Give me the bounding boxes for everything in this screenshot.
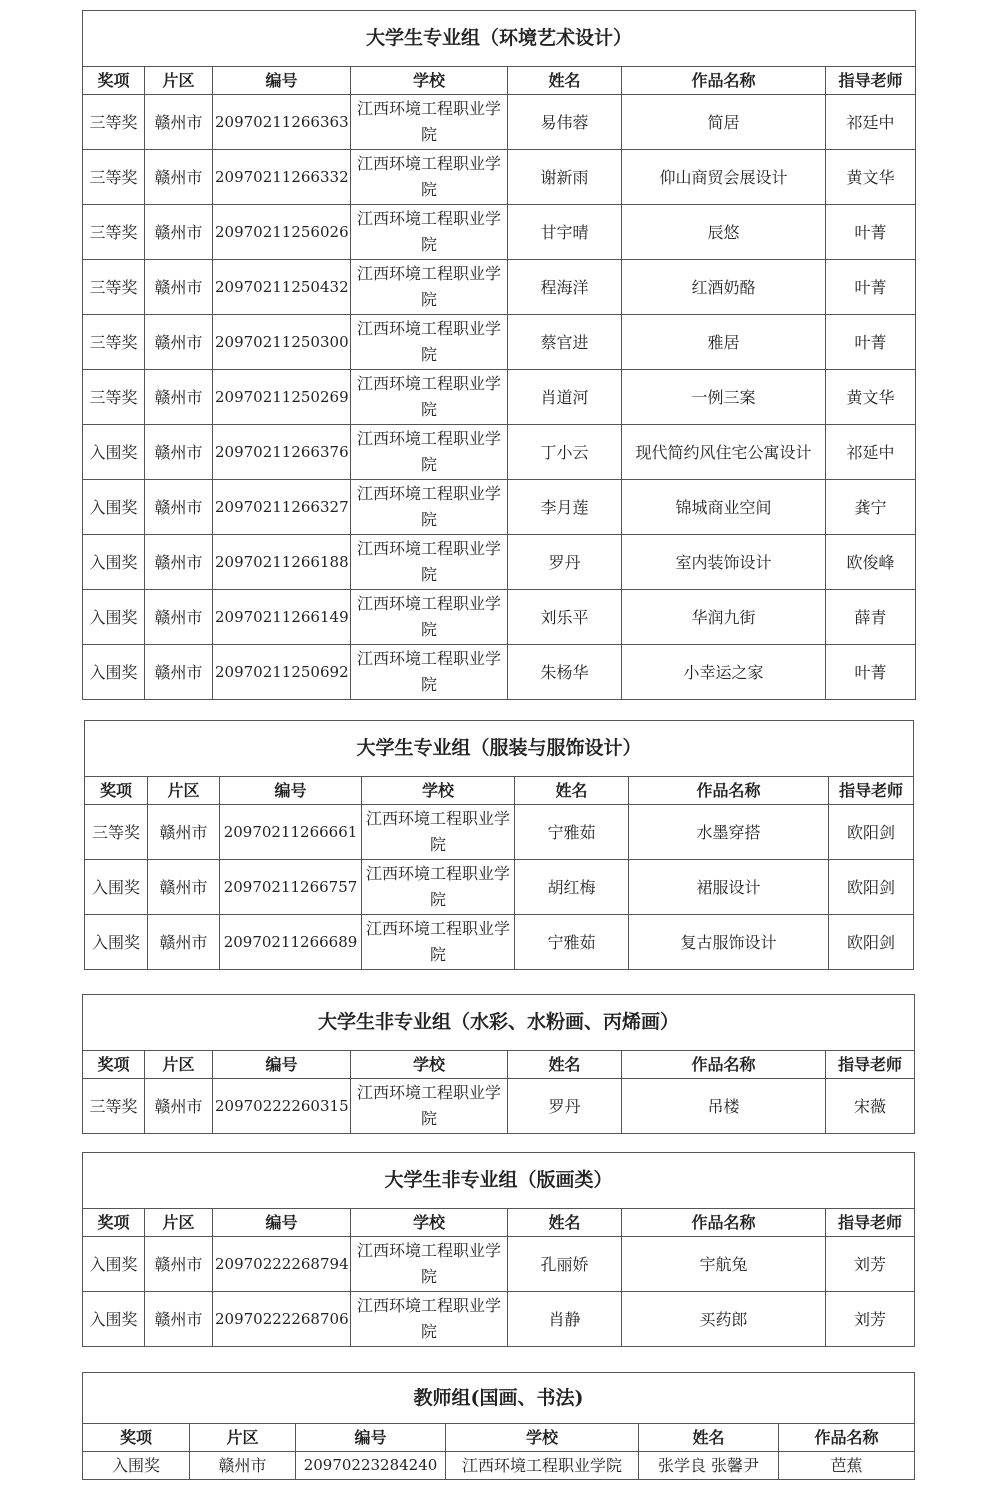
award-table-teacher-group (82, 1372, 915, 1480)
cell-school: 江西环境工程职业学院 (351, 95, 508, 150)
cell-award: 入围奖 (85, 915, 148, 970)
cell-id: 20970211266757 (220, 860, 362, 915)
cell-award: 入围奖 (83, 425, 145, 480)
header-name: 姓名 (515, 777, 629, 805)
cell-name: 肖静 (508, 1292, 622, 1347)
award-table-environment-art (82, 10, 916, 700)
cell-award: 三等奖 (83, 1079, 145, 1134)
cell-name: 谢新雨 (508, 150, 622, 205)
table-title-row (83, 995, 915, 1051)
table-title-row (85, 721, 914, 777)
cell-award: 入围奖 (83, 535, 145, 590)
header-work: 作品名称 (622, 67, 826, 95)
cell-name: 肖道河 (508, 370, 622, 425)
cell-region: 赣州市 (145, 370, 213, 425)
cell-id: 20970222268706 (213, 1292, 351, 1347)
cell-advisor: 欧阳剑 (829, 805, 914, 860)
header-award: 奖项 (83, 1209, 145, 1237)
cell-work: 裙服设计 (629, 860, 829, 915)
cell-award: 入围奖 (85, 860, 148, 915)
header-region: 片区 (190, 1424, 296, 1452)
cell-work: 红酒奶酪 (622, 260, 826, 315)
cell-region: 赣州市 (145, 315, 213, 370)
cell-work: 吊楼 (622, 1079, 826, 1134)
cell-id: 20970211250300 (213, 315, 351, 370)
header-region: 片区 (145, 1209, 213, 1237)
cell-advisor: 刘芳 (826, 1292, 915, 1347)
header-id: 编号 (220, 777, 362, 805)
cell-region: 赣州市 (145, 150, 213, 205)
cell-id: 20970211266661 (220, 805, 362, 860)
table-row (83, 1292, 915, 1347)
cell-advisor: 欧阳剑 (829, 915, 914, 970)
cell-id: 20970223284240 (296, 1452, 446, 1480)
table-title-row (83, 11, 916, 67)
cell-region: 赣州市 (145, 535, 213, 590)
cell-id: 20970211266332 (213, 150, 351, 205)
cell-school: 江西环境工程职业学院 (351, 1292, 508, 1347)
cell-id: 20970211256026 (213, 205, 351, 260)
header-school: 学校 (351, 1209, 508, 1237)
cell-advisor: 祁廷中 (826, 95, 916, 150)
cell-advisor: 刘芳 (826, 1237, 915, 1292)
table-row (83, 425, 916, 480)
table-row (83, 645, 916, 700)
cell-award: 入围奖 (83, 1292, 145, 1347)
cell-work: 宇航兔 (622, 1237, 826, 1292)
cell-work: 买药郎 (622, 1292, 826, 1347)
cell-award: 三等奖 (83, 260, 145, 315)
cell-award: 三等奖 (83, 150, 145, 205)
cell-id: 20970211250432 (213, 260, 351, 315)
cell-advisor: 叶菁 (826, 645, 916, 700)
cell-name: 刘乐平 (508, 590, 622, 645)
cell-id: 20970211266327 (213, 480, 351, 535)
table-row (83, 1079, 915, 1134)
cell-school: 江西环境工程职业学院 (351, 1237, 508, 1292)
cell-region: 赣州市 (145, 645, 213, 700)
cell-award: 入围奖 (83, 645, 145, 700)
cell-advisor: 祁延中 (826, 425, 916, 480)
table-row (83, 370, 916, 425)
cell-school: 江西环境工程职业学院 (351, 645, 508, 700)
header-award: 奖项 (83, 1424, 190, 1452)
cell-school: 江西环境工程职业学院 (362, 915, 515, 970)
cell-award: 三等奖 (83, 95, 145, 150)
cell-work: 芭蕉 (779, 1452, 915, 1480)
cell-name: 宁雅茹 (515, 915, 629, 970)
header-region: 片区 (148, 777, 220, 805)
header-row (85, 777, 914, 805)
cell-work: 简居 (622, 95, 826, 150)
table-title: 大学生专业组（环境艺术设计） (83, 11, 916, 67)
table-title: 大学生非专业组（水彩、水粉画、丙烯画） (83, 995, 915, 1051)
table-row (83, 95, 916, 150)
cell-advisor: 欧阳剑 (829, 860, 914, 915)
cell-award: 三等奖 (83, 315, 145, 370)
table-row (83, 150, 916, 205)
header-row (83, 1209, 915, 1237)
cell-award: 入围奖 (83, 590, 145, 645)
cell-advisor: 欧俊峰 (826, 535, 916, 590)
cell-advisor: 叶菁 (826, 315, 916, 370)
header-id: 编号 (213, 1051, 351, 1079)
cell-award: 入围奖 (83, 480, 145, 535)
header-school: 学校 (351, 1051, 508, 1079)
cell-work: 华润九街 (622, 590, 826, 645)
cell-work: 锦城商业空间 (622, 480, 826, 535)
cell-school: 江西环境工程职业学院 (351, 535, 508, 590)
cell-advisor: 宋薇 (826, 1079, 915, 1134)
cell-region: 赣州市 (190, 1452, 296, 1480)
cell-school: 江西环境工程职业学院 (446, 1452, 639, 1480)
cell-name: 罗丹 (508, 1079, 622, 1134)
header-advisor: 指导老师 (826, 67, 916, 95)
cell-advisor: 黄文华 (826, 150, 916, 205)
cell-work: 雅居 (622, 315, 826, 370)
cell-school: 江西环境工程职业学院 (362, 805, 515, 860)
header-work: 作品名称 (622, 1051, 826, 1079)
cell-region: 赣州市 (148, 915, 220, 970)
header-advisor: 指导老师 (826, 1051, 915, 1079)
cell-name: 蔡官进 (508, 315, 622, 370)
table-row (83, 1452, 915, 1480)
cell-name: 程海洋 (508, 260, 622, 315)
header-name: 姓名 (508, 67, 622, 95)
cell-name: 甘宇晴 (508, 205, 622, 260)
cell-id: 20970222260315 (213, 1079, 351, 1134)
cell-id: 20970211266363 (213, 95, 351, 150)
header-name: 姓名 (639, 1424, 779, 1452)
cell-name: 宁雅茹 (515, 805, 629, 860)
cell-award: 入围奖 (83, 1237, 145, 1292)
header-id: 编号 (213, 67, 351, 95)
cell-id: 20970211250692 (213, 645, 351, 700)
cell-region: 赣州市 (145, 425, 213, 480)
table-row (83, 1237, 915, 1292)
cell-region: 赣州市 (148, 860, 220, 915)
header-name: 姓名 (508, 1051, 622, 1079)
header-school: 学校 (446, 1424, 639, 1452)
header-award: 奖项 (83, 67, 145, 95)
table-row (83, 205, 916, 260)
cell-region: 赣州市 (145, 95, 213, 150)
header-advisor: 指导老师 (826, 1209, 915, 1237)
table-title-row (83, 1153, 915, 1209)
cell-name: 易伟蓉 (508, 95, 622, 150)
cell-school: 江西环境工程职业学院 (351, 205, 508, 260)
cell-work: 一例三案 (622, 370, 826, 425)
table-row (85, 915, 914, 970)
award-table-printmaking (82, 1152, 915, 1347)
cell-region: 赣州市 (145, 1292, 213, 1347)
table-title-row (83, 1373, 915, 1424)
cell-name: 丁小云 (508, 425, 622, 480)
header-award: 奖项 (83, 1051, 145, 1079)
table-row (85, 860, 914, 915)
cell-school: 江西环境工程职业学院 (351, 1079, 508, 1134)
header-school: 学校 (351, 67, 508, 95)
cell-school: 江西环境工程职业学院 (351, 425, 508, 480)
header-work: 作品名称 (629, 777, 829, 805)
header-region: 片区 (145, 1051, 213, 1079)
table-row (83, 315, 916, 370)
cell-work: 仰山商贸会展设计 (622, 150, 826, 205)
cell-id: 20970211266188 (213, 535, 351, 590)
header-work: 作品名称 (622, 1209, 826, 1237)
header-advisor: 指导老师 (829, 777, 914, 805)
table-title: 大学生非专业组（版画类） (83, 1153, 915, 1209)
cell-award: 三等奖 (83, 205, 145, 260)
cell-advisor: 叶菁 (826, 260, 916, 315)
header-region: 片区 (145, 67, 213, 95)
cell-id: 20970211250269 (213, 370, 351, 425)
cell-region: 赣州市 (145, 480, 213, 535)
cell-region: 赣州市 (145, 260, 213, 315)
cell-id: 20970211266376 (213, 425, 351, 480)
cell-name: 李月莲 (508, 480, 622, 535)
cell-work: 复古服饰设计 (629, 915, 829, 970)
cell-advisor: 薛青 (826, 590, 916, 645)
header-school: 学校 (362, 777, 515, 805)
cell-advisor: 黄文华 (826, 370, 916, 425)
cell-award: 三等奖 (85, 805, 148, 860)
cell-name: 孔丽娇 (508, 1237, 622, 1292)
cell-name: 张学良 张馨尹 (639, 1452, 779, 1480)
table-row (83, 590, 916, 645)
table-row (83, 260, 916, 315)
cell-name: 罗丹 (508, 535, 622, 590)
cell-advisor: 叶菁 (826, 205, 916, 260)
cell-school: 江西环境工程职业学院 (351, 150, 508, 205)
cell-id: 20970211266689 (220, 915, 362, 970)
header-row (83, 1051, 915, 1079)
cell-school: 江西环境工程职业学院 (351, 260, 508, 315)
cell-work: 水墨穿搭 (629, 805, 829, 860)
header-name: 姓名 (508, 1209, 622, 1237)
cell-school: 江西环境工程职业学院 (362, 860, 515, 915)
header-row (83, 67, 916, 95)
cell-school: 江西环境工程职业学院 (351, 315, 508, 370)
table-row (85, 805, 914, 860)
cell-school: 江西环境工程职业学院 (351, 480, 508, 535)
cell-award: 入围奖 (83, 1452, 190, 1480)
cell-region: 赣州市 (145, 1079, 213, 1134)
cell-school: 江西环境工程职业学院 (351, 370, 508, 425)
cell-region: 赣州市 (145, 1237, 213, 1292)
cell-work: 现代简约风住宅公寓设计 (622, 425, 826, 480)
header-row (83, 1424, 915, 1452)
cell-advisor: 龚宁 (826, 480, 916, 535)
table-title: 教师组(国画、书法) (83, 1373, 915, 1424)
table-row (83, 535, 916, 590)
award-table-fashion-design (84, 720, 914, 970)
header-id: 编号 (296, 1424, 446, 1452)
cell-work: 小幸运之家 (622, 645, 826, 700)
header-award: 奖项 (85, 777, 148, 805)
cell-work: 室内装饰设计 (622, 535, 826, 590)
cell-work: 辰悠 (622, 205, 826, 260)
header-work: 作品名称 (779, 1424, 915, 1452)
cell-id: 20970222268794 (213, 1237, 351, 1292)
award-table-watercolor (82, 994, 915, 1134)
cell-name: 朱杨华 (508, 645, 622, 700)
cell-school: 江西环境工程职业学院 (351, 590, 508, 645)
cell-region: 赣州市 (148, 805, 220, 860)
cell-region: 赣州市 (145, 590, 213, 645)
cell-award: 三等奖 (83, 370, 145, 425)
cell-name: 胡红梅 (515, 860, 629, 915)
cell-id: 20970211266149 (213, 590, 351, 645)
header-id: 编号 (213, 1209, 351, 1237)
table-title: 大学生专业组（服装与服饰设计） (85, 721, 914, 777)
cell-region: 赣州市 (145, 205, 213, 260)
table-row (83, 480, 916, 535)
